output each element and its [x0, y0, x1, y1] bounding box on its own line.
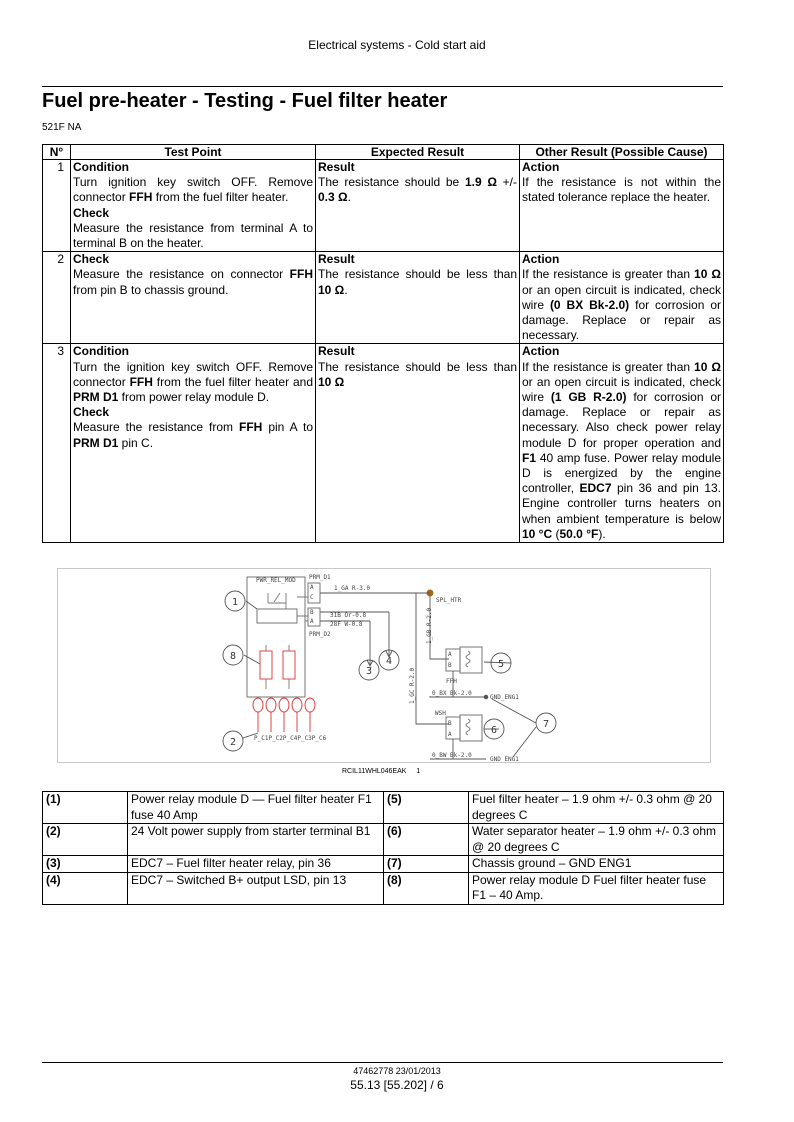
label-spl-htr: SPL_HTR	[436, 597, 462, 604]
cell-text: If the resistance is greater than 10 Ω or an open circuit is indicated, check wire (0 BX Bk-2.0) for corrosion or damage. Replace or repair as necessary.	[522, 267, 721, 343]
label-wsh-pin-a: A	[448, 731, 452, 738]
label-prm-d2: PRM_D2	[309, 631, 331, 638]
test-point-cell	[71, 344, 316, 543]
legend-key: (3)	[43, 856, 128, 873]
callout-2-label: 2	[229, 737, 237, 748]
label-wire-0bx: 0_BX Bk-2.0	[432, 690, 472, 697]
fuse-leads	[266, 645, 289, 689]
other-result-cell	[520, 160, 724, 252]
test-row	[43, 344, 724, 543]
label-wire-1ga: 1_GA R-3.0	[334, 585, 371, 592]
test-table	[42, 144, 724, 543]
col-header-other-result: Other Result (Possible Cause)	[520, 145, 724, 160]
label-ffh-pin-b: B	[448, 662, 452, 669]
figure-caption	[342, 768, 420, 775]
label-gnd-eng1-a: GND_ENG1	[490, 694, 519, 701]
cell-text: If the resistance is greater than 10 Ω or an open circuit is indicated, check wire (1 GB R-2.0) for corrosion or damage. Replace or repair as necessary. Also check power relay module D for proper operation and F1 40 amp fuse. Power relay module D is energized by the engine controller, EDC7 pin 36 and pin 13. Engine controller turns heaters on when ambient temperature is below 10 °C (50.0 °F).	[522, 359, 722, 541]
label-wire-1gc: 1_GC R-2.0	[409, 667, 416, 704]
label-wire-28f: 28F W-0.8	[330, 621, 363, 628]
legend-key: (5)	[384, 792, 469, 824]
header-rule	[42, 86, 723, 87]
label-wire-1gb: 1_GB R-2.0	[426, 607, 433, 644]
legend-key: (8)	[384, 872, 469, 904]
callout-8-label: 8	[229, 651, 237, 662]
callout-7-label: 7	[542, 719, 550, 730]
ffh-heater-element	[466, 651, 470, 667]
page-title: Fuel pre-heater - Testing - Fuel filter heater	[42, 90, 448, 112]
wsh-heater-body	[460, 715, 482, 741]
test-point-cell	[71, 160, 316, 252]
cell-heading: Action	[522, 252, 560, 267]
relay-coil	[257, 609, 297, 623]
cell-text: Measure the resistance from terminal A to terminal B on the heater.	[73, 220, 313, 251]
fuse-right	[283, 651, 295, 679]
label-wsh: WSH	[435, 710, 446, 717]
test-point-cell	[71, 252, 316, 344]
relay-wiring	[297, 597, 308, 621]
cell-heading: Result	[318, 344, 355, 359]
figure-number: 1	[416, 768, 421, 775]
label-ffh-pin-a: A	[448, 651, 452, 658]
cell-text: Measure the resistance on connector FFH from pin B to chassis ground.	[73, 267, 313, 297]
cell-text: The resistance should be less than 10 Ω.	[318, 267, 517, 297]
wiring-diagram-svg	[58, 569, 710, 762]
row-number: 2	[43, 252, 71, 344]
other-result-cell	[520, 252, 724, 344]
running-header: Electrical systems - Cold start aid	[308, 38, 486, 52]
cell-heading: Check	[73, 405, 110, 420]
market-code: 521F NA	[42, 122, 82, 133]
cell-heading: Result	[318, 252, 355, 267]
label-fuse-outputs: P_C1P_C2P_C4P_C3P_C6	[254, 735, 327, 742]
label-pin-a2: A	[310, 618, 314, 625]
label-pin-a1: A	[310, 584, 314, 591]
cell-heading: Check	[73, 252, 110, 267]
ground-node-a	[484, 695, 488, 699]
relay-switch	[268, 593, 286, 609]
cell-text: If the resistance is not within the stated tolerance replace the heater.	[522, 175, 721, 205]
legend-value: Power relay module D — Fuel filter heater F1 fuse 40 Amp	[128, 792, 384, 824]
label-ffh: FFH	[446, 678, 457, 685]
cell-heading: Result	[318, 160, 355, 174]
other-result-cell	[520, 344, 724, 543]
cell-heading: Check	[73, 205, 110, 220]
cell-heading: Condition	[73, 344, 129, 359]
legend-row	[43, 792, 724, 824]
legend-value: Water separator heater – 1.9 ohm +/- 0.3 ohm @ 20 degrees C	[469, 824, 724, 856]
label-wire-0bw: 0_BW Bk-2.0	[432, 752, 472, 759]
wiring-diagram	[57, 568, 711, 763]
legend-value: Power relay module D Fuel filter heater fuse F1 – 40 Amp.	[469, 872, 724, 904]
test-table-header	[43, 145, 724, 160]
label-gnd-eng1-b: GND_ENG1	[490, 756, 519, 762]
legend-row	[43, 872, 724, 904]
expected-result-cell	[316, 160, 520, 252]
test-row	[43, 252, 724, 344]
cell-text: Measure the resistance from FFH pin A to PRM D1 pin C.	[73, 420, 314, 450]
row-number: 3	[43, 344, 71, 543]
ffh-heater-body	[460, 647, 482, 673]
page-number: 55.13 [55.202] / 6	[350, 1078, 444, 1092]
wsh-heater-element	[466, 719, 470, 735]
fuse-left	[260, 651, 272, 679]
legend-key: (6)	[384, 824, 469, 856]
col-header-number: N°	[43, 145, 71, 160]
legend-table	[42, 791, 724, 905]
cell-text: Turn the ignition key switch OFF. Remove connector FFH from the fuel filter heater and PRM D1 from power relay module D.	[73, 359, 313, 405]
expected-result-cell	[316, 344, 520, 543]
cell-text: The resistance should be less than 10 Ω	[318, 359, 517, 389]
cell-heading: Condition	[73, 160, 129, 174]
callout-1-label: 1	[231, 597, 239, 608]
col-header-expected-result: Expected Result	[316, 145, 520, 160]
expected-result-cell	[316, 252, 520, 344]
figure-id: RCIL11WHL046EAK	[342, 768, 407, 775]
label-prm-d1: PRM_D1	[309, 574, 331, 581]
legend-value: EDC7 – Switched B+ output LSD, pin 13	[128, 872, 384, 904]
legend-value: Chassis ground – GND ENG1	[469, 856, 724, 873]
footer-rule	[42, 1062, 723, 1063]
legend-value: EDC7 – Fuel filter heater relay, pin 36	[128, 856, 384, 873]
callout-4-label: 4	[385, 656, 393, 667]
label-pin-b: B	[310, 609, 314, 616]
legend-value: Fuel filter heater – 1.9 ohm +/- 0.3 ohm @ 20 degrees C	[469, 792, 724, 824]
legend-key: (7)	[384, 856, 469, 873]
legend-value: 24 Volt power supply from starter terminal B1	[128, 824, 384, 856]
callout-3-label: 3	[365, 666, 373, 677]
test-row	[43, 160, 724, 252]
label-pin-c: C	[310, 594, 314, 601]
legend-row	[43, 824, 724, 856]
callout-5-label: 5	[497, 659, 505, 670]
cell-heading: Action	[522, 160, 560, 174]
label-pwr-rel-mod: PWR_REL_MOD	[256, 577, 296, 584]
callout-bubbles	[223, 591, 556, 751]
col-header-test-point: Test Point	[71, 145, 316, 160]
row-number: 1	[43, 160, 71, 252]
cell-heading: Action	[522, 344, 560, 359]
legend-key: (4)	[43, 872, 128, 904]
cell-text: The resistance should be 1.9 Ω +/- 0.3 Ω.	[318, 175, 518, 205]
callout-6-label: 6	[490, 725, 498, 736]
label-wire-31b: 31B Or-0.8	[330, 612, 367, 619]
supply-terminals	[253, 698, 315, 732]
cell-text: Turn ignition key switch OFF. Remove connector FFH from the fuel filter heater.	[73, 175, 313, 205]
relay-module-box	[247, 577, 305, 697]
legend-row	[43, 856, 724, 873]
label-wsh-pin-b: B	[448, 720, 452, 727]
footer-doc-id: 47462778 23/01/2013	[353, 1066, 441, 1076]
legend-key: (1)	[43, 792, 128, 824]
legend-key: (2)	[43, 824, 128, 856]
